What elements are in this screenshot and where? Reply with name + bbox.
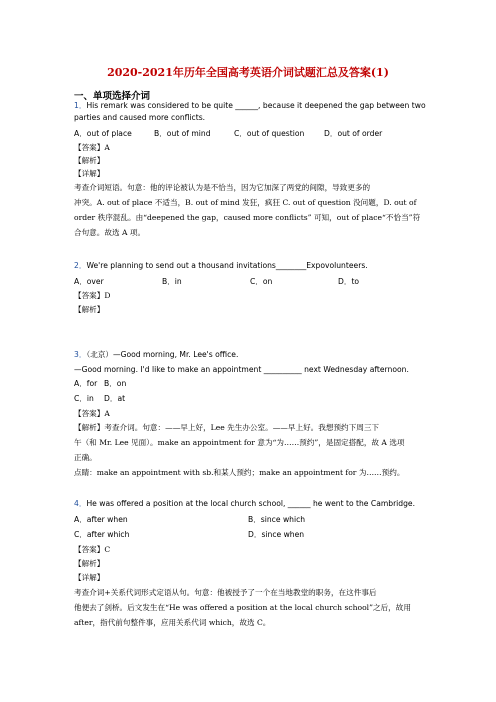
q4-jiexi: 【解析】 <box>74 559 105 568</box>
document-title: 2020-2021年历年全国高考英语介词试题汇总及答案(1) <box>107 66 389 79</box>
q4-number: 4． <box>74 499 87 508</box>
q4-option-d: D．since when <box>248 530 305 539</box>
q3-stem-line2: —Good morning. I'd like to make an appointment __________ next Wednesday afternoon. <box>74 365 409 374</box>
q2-option-d: D．to <box>338 277 360 286</box>
q3-options-row1 <box>74 378 126 389</box>
q2-option-b: B．in <box>162 277 182 286</box>
q1-jiexi: 【解析】 <box>74 156 105 165</box>
q2-options <box>74 276 359 287</box>
q3-option-d: D．at <box>104 394 126 403</box>
q4-options-row1 <box>74 514 305 525</box>
q1-stem-line2: parties and caused more conflicts. <box>74 113 206 122</box>
q2-jiexi: 【解析】 <box>74 305 105 314</box>
q3-explanation-1: 【解析】考查介词。句意：——早上好，Lee 先生办公室。——早上好。我想预约下周三下 <box>74 423 380 432</box>
q1-xiangjie: 【详解】 <box>74 169 105 178</box>
q4-options-row2 <box>74 529 304 540</box>
q3-explanation-3: 正确。 <box>74 453 97 462</box>
q2-option-a: A．over <box>74 277 104 286</box>
q4-stem: He was offered a position at the local church school, ______ he went to the Cambridge. <box>86 499 416 508</box>
q1-explanation-2: 冲突。A. out of place 不适当，B. out of mind 发狂，疯狂 C. out of question 没问题，D. out of <box>74 198 417 207</box>
q2-stem: We're planning to send out a thousand invitations________Expovolunteers. <box>86 261 368 270</box>
q3-note: 点睛：make an appointment with sb.和某人预约；make an appointment for 为……预约。 <box>74 468 405 477</box>
q4-option-a: A．after when <box>74 515 128 524</box>
q3-options-row2 <box>74 393 125 404</box>
q1-option-c: C．out of question <box>234 129 305 138</box>
q3-number: 3． <box>74 350 87 359</box>
q2-number: 2． <box>74 261 87 270</box>
q1-explanation-3: order 秩序混乱。由“deepened the gap，caused more conflicts” 可知，out of place“不恰当”符 <box>74 213 421 222</box>
section-heading: 一、单项选择介词 <box>74 91 151 102</box>
q1-explanation-4: 合句意。故选 A 项。 <box>74 228 146 237</box>
q1-number: 1． <box>74 101 87 110</box>
q3-stem: （北京）—Good morning, Mr. Lee's office. <box>86 350 239 359</box>
q4-answer: 【答案】C <box>74 545 111 554</box>
q2-stem-line <box>74 260 368 271</box>
q3-option-a: A．for <box>74 379 98 388</box>
q3-option-c: C．in <box>74 394 94 403</box>
q1-answer: 【答案】A <box>74 143 110 152</box>
q1-option-b: B．out of mind <box>154 129 211 138</box>
q4-stem-line <box>74 498 415 509</box>
q1-options <box>74 128 382 139</box>
q3-option-b: B．on <box>104 379 127 388</box>
q1-option-d: D．out of order <box>324 129 383 138</box>
q1-stem-line1 <box>74 100 426 111</box>
q4-xiangjie: 【详解】 <box>74 573 105 582</box>
q2-answer: 【答案】D <box>74 291 111 300</box>
q3-answer: 【答案】A <box>74 409 110 418</box>
q2-option-c: C．on <box>250 277 273 286</box>
q1-explanation-1: 考查介词短语。句意：他的评论被认为是不恰当，因为它加深了两党的间隙，导致更多的 <box>74 183 371 192</box>
q3-explanation-2: 午（和 Mr. Lee 见面）。make an appointment for 意为“为……预约”，是固定搭配，故 A 选项 <box>74 438 405 447</box>
q4-explanation-1: 考查介词+关系代词形式定语从句。句意：他被授予了一个在当地教堂的职务，在这件事后 <box>74 588 377 597</box>
q1-stem: His remark was considered to be quite ______, because it deepened the gap between two <box>86 101 426 110</box>
q1-option-a: A．out of place <box>74 129 132 138</box>
q4-option-b: B．since which <box>248 515 306 524</box>
q4-explanation-3: after，指代前句整件事，应用关系代词 which，故选 C。 <box>74 618 271 627</box>
q4-explanation-2: 他便去了剑桥。后文发生在“He was offered a position at the local church school”之后，故用 <box>74 603 411 612</box>
q4-option-c: C．after which <box>74 530 130 539</box>
q3-stem-line1 <box>74 349 238 360</box>
